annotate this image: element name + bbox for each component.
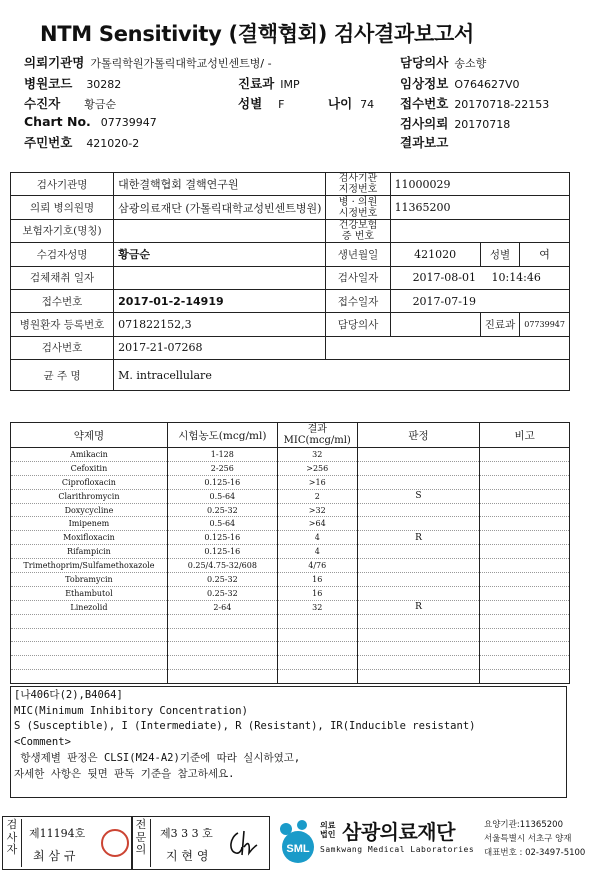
agency-no-value: 11000029 [390,173,569,196]
blank-cell [357,670,480,684]
drug-name: Linezolid [11,600,168,614]
remark [480,461,570,475]
test-range: 0.5-64 [167,489,277,503]
label-insurer: 보험자기호(명칭) [11,219,114,242]
blank-cell [167,670,277,684]
blank-cell [277,628,357,642]
blank-cell [480,670,570,684]
mic-value: 16 [277,586,357,600]
blank-cell [277,656,357,670]
drug-name: Ciprofloxacin [11,475,168,489]
blank-row [11,656,570,670]
blank-cell [357,656,480,670]
mic-value: 32 [277,448,357,462]
test-range: 0.25-32 [167,573,277,587]
blank-row [11,670,570,684]
collection-date-value [114,266,326,289]
signer-2-box [131,816,270,870]
header-sex: 성별 F [238,96,285,111]
remark [480,475,570,489]
drug-name: Cefoxitin [11,461,168,475]
result-row [11,461,570,475]
mic-value: 2 [277,489,357,503]
test-no-value: 2017-21-07268 [114,336,326,359]
header-age: 나이 74 [328,96,375,111]
dept-value: 07739947 [520,313,570,336]
interpretation [357,586,480,600]
logo-text: SML [286,843,310,855]
test-range: 2-256 [167,461,277,475]
signature-icon [224,827,260,861]
interpretation: R [357,600,480,614]
care-institution-no: 요양기관:11365200 [484,820,563,830]
blank-cell [11,656,168,670]
blank-cell [11,628,168,642]
mic-value: >32 [277,503,357,517]
note-comment-1: 항생제별 판정은 CLSI(M24-A2)기준에 따라 실시하였고, [14,751,301,764]
note-comment-label: <Comment> [14,736,71,749]
blank-cell [480,628,570,642]
birth-value: 421020 [390,243,480,266]
org-phone: 대표번호 : 02-3497-5100 [484,848,586,858]
header-dept: 진료과 IMP [238,76,300,91]
note-legend: S (Susceptible), I (Intermediate), R (Resistant), IR(Inducible resistant) [14,720,476,733]
blank-cell [357,628,480,642]
header-hospital-code: 병원코드 30282 [24,76,122,91]
signer-1-name: 최 삼 규 [33,849,76,863]
blank-row [11,628,570,642]
mic-value: 4 [277,545,357,559]
test-range: 1-128 [167,448,277,462]
sml-logo-icon [272,817,324,869]
blank-cell [357,642,480,656]
result-row [11,531,570,545]
receipt-date-cell [390,289,569,312]
result-row [11,475,570,489]
interpretation [357,559,480,573]
result-row [11,600,570,614]
label-receipt-date: 접수일자 [326,289,390,312]
org-contact [484,818,585,860]
notes-box [10,686,567,798]
interpretation [357,448,480,462]
result-row [11,448,570,462]
mic-value: 4 [277,531,357,545]
receipt-date-value: 2017-07-19 [412,294,476,308]
test-range: 0.125-16 [167,545,277,559]
test-range: 0.25/4.75-32/608 [167,559,277,573]
sex-value: 여 [520,243,570,266]
header-row-1: 의뢰기관명 가톨릭학원가톨릭대학교성빈센트병/ - [24,55,272,70]
org-prefix: 의료 법인 [320,821,336,839]
header-request-date: 검사의뢰 20170718 [400,116,511,131]
remark [480,559,570,573]
signer-2-license: 제3 3 3 호 [160,827,213,840]
test-range: 0.25-32 [167,503,277,517]
result-row [11,517,570,531]
label-registration-no: 병원환자 등록번호 [11,313,114,336]
drug-name: Clarithromycin [11,489,168,503]
remark [480,448,570,462]
label-collection-date: 검체채취 일자 [11,266,114,289]
drug-name: Trimethoprim/Sulfamethoxazole [11,559,168,573]
label-dept: 진료과 [480,313,519,336]
specimen-info-table [10,172,570,391]
col-header-mic: 결과 MIC(mcg/ml) [277,423,357,448]
interpretation: S [357,489,480,503]
note-code: [나406다(2),B4064] [14,689,123,701]
note-mic: MIC(Minimum Inhibitory Concentration) [14,704,248,717]
requesting-hospital-value: 삼광의료재단 (가톨릭대학교성빈센트병원) [114,196,326,219]
blank-cell [357,614,480,628]
signer-2-name: 지 현 영 [166,849,209,863]
test-date-value: 2017-08-01 [412,271,476,285]
drug-name: Ethambutol [11,586,168,600]
blank-cell [167,628,277,642]
doctor-value [390,313,480,336]
header-clinical-info: 임상정보 O764627V0 [400,76,520,91]
interpretation [357,461,480,475]
result-row [11,559,570,573]
mic-value: 4/76 [277,559,357,573]
footer [0,815,590,881]
result-row [11,573,570,587]
test-range: 0.125-16 [167,475,277,489]
test-time-value: 10:14:46 [491,271,541,285]
interpretation [357,475,480,489]
drug-name: Imipenem [11,517,168,531]
interpretation [357,503,480,517]
result-row [11,489,570,503]
empty-cell [326,336,570,359]
blank-cell [11,642,168,656]
test-range: 0.25-32 [167,586,277,600]
remark [480,586,570,600]
label-sex: 성별 [480,243,519,266]
signer-2-label: 전 문 의 [134,819,151,867]
header-accession: 접수번호 20170718-22153 [400,96,550,111]
drug-name: Doxycycline [11,503,168,517]
blank-cell [11,614,168,628]
blank-cell [480,614,570,628]
mic-value: >64 [277,517,357,531]
blank-cell [277,614,357,628]
result-row [11,503,570,517]
col-header-concentration: 시험농도(mcg/ml) [167,423,277,448]
species-value: M. intracellulare [114,360,570,391]
drug-name: Tobramycin [11,573,168,587]
col-header-remarks: 비고 [480,423,570,448]
test-date-cell [390,266,569,289]
blank-cell [480,656,570,670]
remark [480,503,570,517]
drug-name: Moxifloxacin [11,531,168,545]
col-header-drug: 약제명 [11,423,168,448]
label-hospital-no: 병 · 의원 시정번호 [326,196,390,219]
remark [480,545,570,559]
mic-value: >256 [277,461,357,475]
label-agency-no: 검사기관 지정번호 [326,173,390,196]
registration-no-value: 071822152,3 [114,313,326,336]
test-range: 2-64 [167,600,277,614]
label-birth: 생년월일 [326,243,390,266]
page-title: NTM Sensitivity (결핵협회) 검사결과보고서 [40,22,474,46]
blank-cell [277,642,357,656]
blank-cell [277,670,357,684]
result-row [11,586,570,600]
insurer-value [114,219,326,242]
receipt-no-value: 2017-01-2-14919 [114,289,326,312]
blank-cell [167,656,277,670]
mic-value: 32 [277,600,357,614]
header-resident-no: 주민번호 421020-2 [24,135,140,150]
signer-1-box [2,816,133,870]
org-address: 서울특별시 서초구 양재 [484,834,572,844]
org-name: 삼광의료재단 [342,820,455,844]
remark [480,531,570,545]
susceptibility-table [10,422,570,684]
interpretation [357,573,480,587]
label-requesting-hospital: 의뢰 병의원명 [11,196,114,219]
blank-row [11,614,570,628]
interpretation [357,545,480,559]
hospital-no-value: 11365200 [390,196,569,219]
remark [480,517,570,531]
blank-cell [167,614,277,628]
label-species: 균 주 명 [11,360,114,391]
label-test-date: 검사일자 [326,266,390,289]
drug-name: Rifampicin [11,545,168,559]
patient-name-value: 황금순 [114,243,326,266]
test-range: 0.125-16 [167,531,277,545]
label-test-no: 검사번호 [11,336,114,359]
stamp-seal-icon [101,829,129,857]
blank-cell [167,642,277,656]
signer-1-license: 제11194호 [29,827,86,840]
test-range: 0.5-64 [167,517,277,531]
result-row [11,545,570,559]
agency-value: 대한결핵협회 결핵연구원 [114,173,326,196]
label-agency: 검사기관명 [11,173,114,196]
insurance-no-value [390,219,569,242]
interpretation [357,517,480,531]
signer-1-label: 검 사 자 [5,819,22,867]
blank-cell [480,642,570,656]
label-doctor: 담당의사 [326,313,390,336]
header-report: 결과보고 [400,135,449,150]
org-english-name: Samkwang Medical Laboratories [320,845,475,854]
remark [480,573,570,587]
header-patient: 수진자 황금순 [24,96,117,111]
note-comment-2: 자세한 사항은 뒷면 판독 기준을 참고하세요. [14,767,235,780]
label-receipt-no: 접수번호 [11,289,114,312]
interpretation: R [357,531,480,545]
blank-cell [11,670,168,684]
label-patient-name: 수검자성명 [11,243,114,266]
header-doctor: 담당의사 송소향 [400,55,487,70]
blank-row [11,642,570,656]
col-header-interpretation: 판정 [357,423,480,448]
remark [480,600,570,614]
mic-value: >16 [277,475,357,489]
label-insurance-no: 건강보험 증 번호 [326,219,390,242]
drug-name: Amikacin [11,448,168,462]
mic-value: 16 [277,573,357,587]
remark [480,489,570,503]
header-chart-no: Chart No. 07739947 [24,114,157,129]
